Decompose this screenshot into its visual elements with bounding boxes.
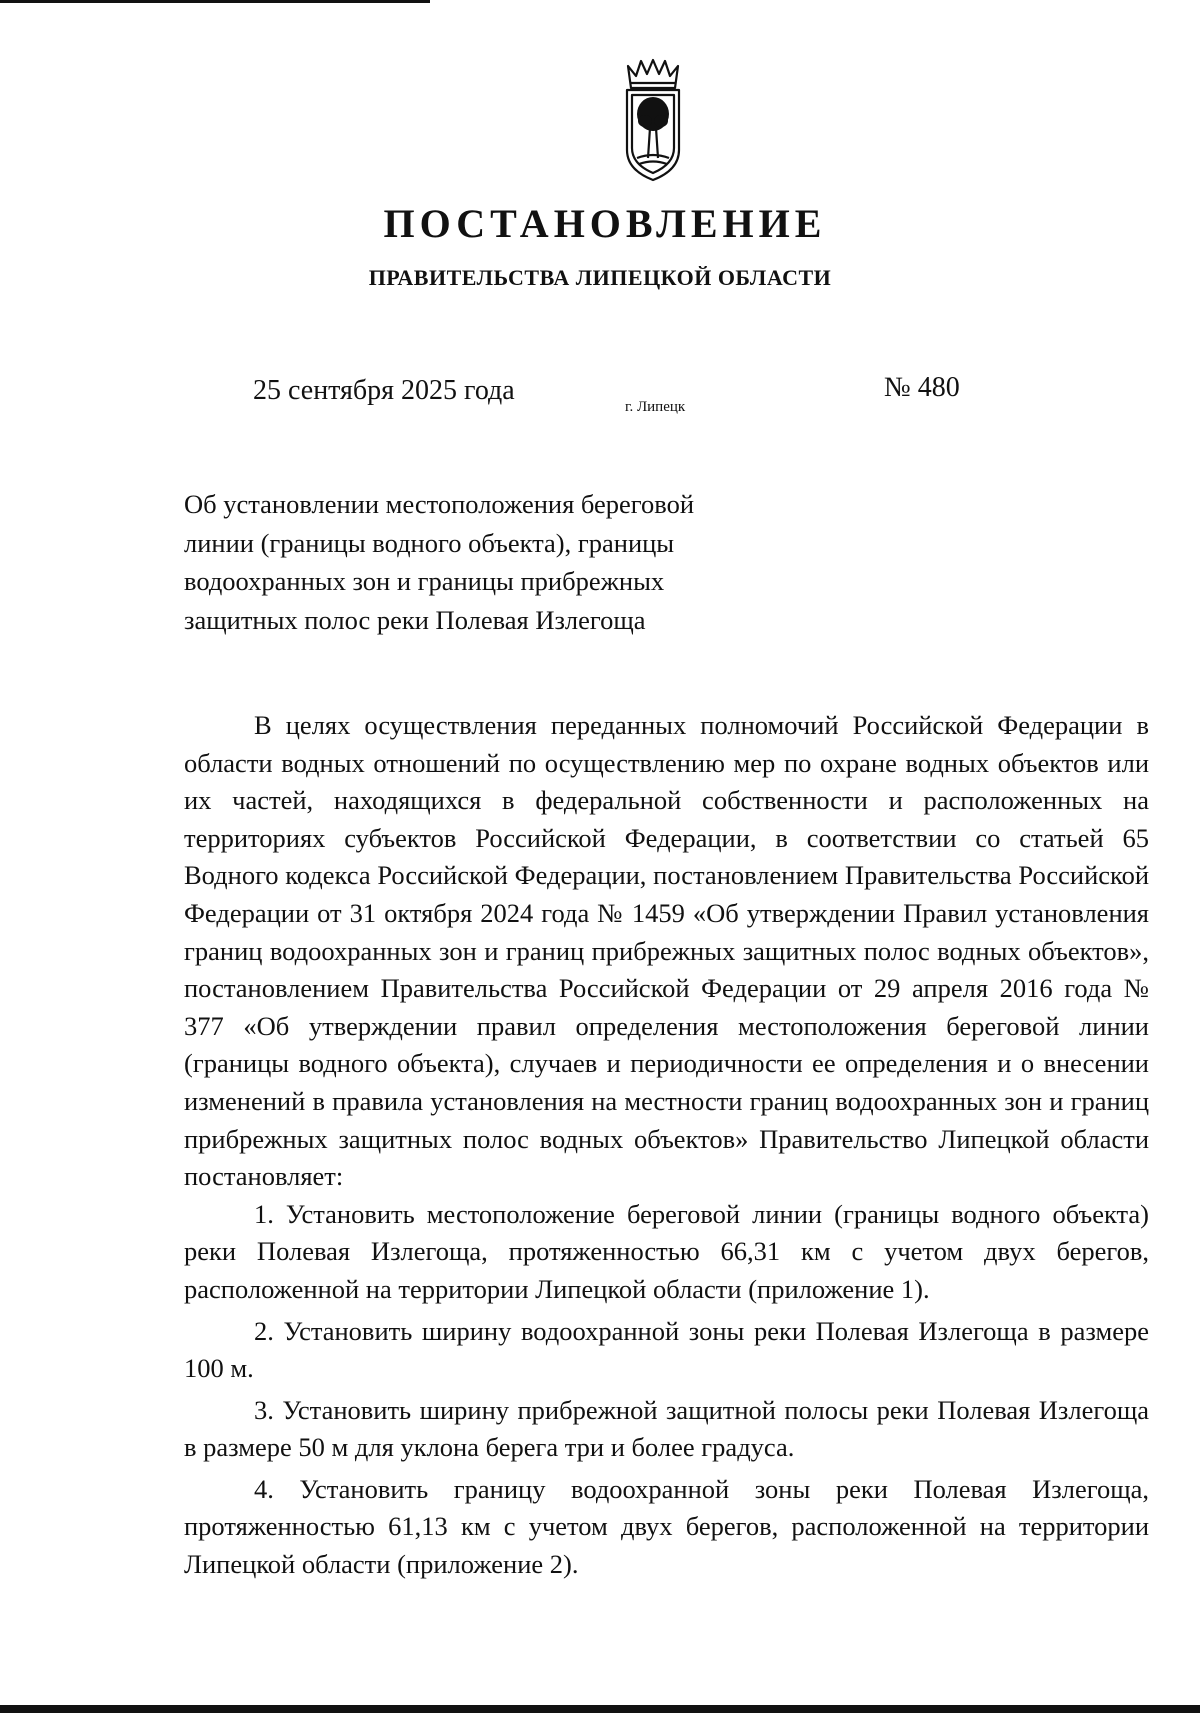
document-subtitle: ПРАВИТЕЛЬСТВА ЛИПЕЦКОЙ ОБЛАСТИ (368, 265, 832, 290)
document-number: № 480 (884, 372, 960, 403)
preamble-paragraph: В целях осуществления переданных полномочий Российской Федерации в области водных отношений по осуществлению мер по охране водных объектов или их частей, находящихся в федеральной собственности и расположенных на территориях субъектов Российской Федерации, в соответствии со статьей 65 Водного кодекса Российской Федерации, постановлением Правительства Российской Федерации от 31 октября 2024 года № 1459 «Об утверждении Правил установления границ водоохранных зон и границ прибрежных защитных полос водных объектов», постановлением Правительства Российской Федерации от 29 апреля 2016 года № 377 «Об утверждении правил определения местоположения береговой линии (границы водного объекта), случаев и периодичности ее определения и о внесении изменений в правила установления на местности границ водоохранных зон и границ прибрежных защитных полос водных объектов» Правительство Липецкой области постановляет: (184, 710, 1149, 1192)
document-title: ПОСТАНОВЛЕНИЕ (383, 201, 827, 246)
document-subject (184, 485, 744, 639)
coat-of-arms-icon (617, 58, 689, 184)
document-place: г. Липецк (625, 399, 686, 415)
subject-line: водоохранных зон и границы прибрежных (184, 566, 665, 596)
item-paragraph: 3. Установить ширину прибрежной защитной полосы реки Полевая Излегоща в размере 50 м для уклона берега три и более градуса. (184, 1394, 1149, 1463)
scan-edge-bottom (0, 1705, 1200, 1713)
scan-edge-top (0, 0, 430, 3)
subject-line: защитных полос реки Полевая Излегоща (184, 604, 646, 635)
subject-line: Об установлении местоположения береговой (184, 489, 695, 519)
item-paragraph: 4. Установить границу водоохранной зоны реки Полевая Излегоща, протяженностью 61,13 км с учетом двух берегов, расположенной на территории Липецкой области (приложение 2). (184, 1473, 1149, 1580)
item-paragraph: 2. Установить ширину водоохранной зоны реки Полевая Излегоща в размере 100 м. (184, 1315, 1149, 1384)
document-date: 25 сентября 2025 года (253, 375, 515, 406)
item-paragraph: 1. Установить местоположение береговой линии (границы водного объекта) реки Полевая Излегоща, протяженностью 66,31 км с учетом двух берегов, расположенной на территории Липецкой области (приложение 1). (184, 1198, 1149, 1304)
subject-line: линии (границы водного объекта), границы (184, 527, 675, 558)
document-body (184, 707, 1149, 1584)
